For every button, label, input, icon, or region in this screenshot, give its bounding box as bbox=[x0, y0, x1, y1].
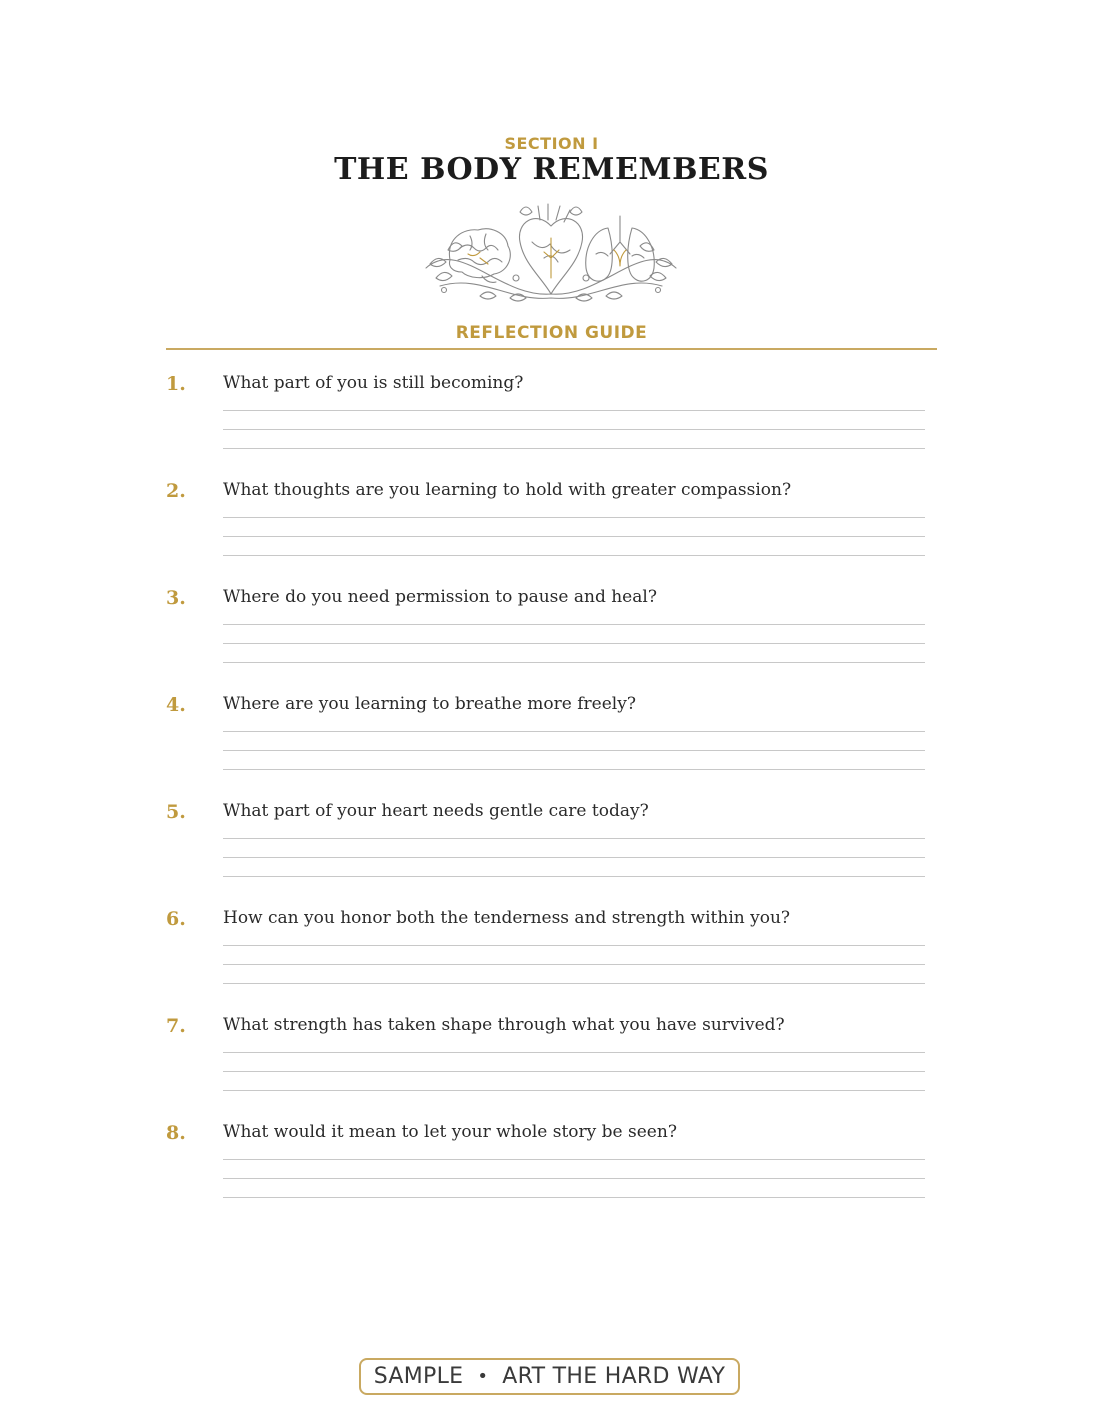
reflection-guide-heading: REFLECTION GUIDE bbox=[455, 323, 648, 343]
question-text: What part of your heart needs gentle care today? bbox=[223, 801, 649, 821]
answer-line[interactable] bbox=[223, 1090, 925, 1091]
answer-line[interactable] bbox=[223, 876, 925, 877]
answer-line[interactable] bbox=[223, 1159, 925, 1160]
answer-line[interactable] bbox=[223, 1178, 925, 1179]
answer-line[interactable] bbox=[223, 429, 925, 430]
question-item bbox=[166, 1012, 926, 1119]
question-text: How can you honor both the tenderness and strength within you? bbox=[223, 908, 791, 928]
question-number: 7. bbox=[166, 1015, 186, 1037]
anatomy-illustration-icon bbox=[420, 198, 682, 308]
question-text: Where are you learning to breathe more freely? bbox=[223, 694, 636, 714]
gold-divider bbox=[166, 348, 937, 350]
question-list bbox=[166, 370, 926, 1226]
question-number: 6. bbox=[166, 908, 186, 930]
question-text: What strength has taken shape through what you have survived? bbox=[223, 1015, 785, 1035]
question-number: 8. bbox=[166, 1122, 186, 1144]
answer-line[interactable] bbox=[223, 731, 925, 732]
section-label: SECTION I bbox=[504, 134, 599, 153]
answer-line[interactable] bbox=[223, 838, 925, 839]
footer-separator: • bbox=[477, 1366, 489, 1387]
question-item bbox=[166, 477, 926, 584]
answer-line[interactable] bbox=[223, 1071, 925, 1072]
answer-line[interactable] bbox=[223, 410, 925, 411]
answer-line[interactable] bbox=[223, 750, 925, 751]
answer-line[interactable] bbox=[223, 983, 925, 984]
answer-line[interactable] bbox=[223, 555, 925, 556]
answer-line[interactable] bbox=[223, 857, 925, 858]
question-number: 4. bbox=[166, 694, 186, 716]
footer-badge bbox=[359, 1358, 740, 1395]
answer-line[interactable] bbox=[223, 536, 925, 537]
question-item bbox=[166, 798, 926, 905]
question-number: 1. bbox=[166, 373, 186, 395]
question-text: What would it mean to let your whole story be seen? bbox=[223, 1122, 677, 1142]
question-item bbox=[166, 905, 926, 1012]
question-text: What part of you is still becoming? bbox=[223, 373, 524, 393]
question-text: Where do you need permission to pause and heal? bbox=[223, 587, 657, 607]
question-number: 5. bbox=[166, 801, 186, 823]
footer-brand-label: ART THE HARD WAY bbox=[502, 1364, 726, 1389]
page-title: THE BODY REMEMBERS bbox=[334, 152, 769, 187]
answer-line[interactable] bbox=[223, 517, 925, 518]
answer-line[interactable] bbox=[223, 769, 925, 770]
question-text: What thoughts are you learning to hold with greater compassion? bbox=[223, 480, 792, 500]
answer-line[interactable] bbox=[223, 643, 925, 644]
question-item bbox=[166, 691, 926, 798]
answer-line[interactable] bbox=[223, 945, 925, 946]
question-item bbox=[166, 1119, 926, 1226]
footer-sample-label: SAMPLE bbox=[373, 1364, 464, 1389]
answer-line[interactable] bbox=[223, 1197, 925, 1198]
answer-line[interactable] bbox=[223, 448, 925, 449]
answer-line[interactable] bbox=[223, 662, 925, 663]
question-number: 3. bbox=[166, 587, 186, 609]
question-number: 2. bbox=[166, 480, 186, 502]
answer-line[interactable] bbox=[223, 1052, 925, 1053]
answer-line[interactable] bbox=[223, 964, 925, 965]
answer-line[interactable] bbox=[223, 624, 925, 625]
question-item bbox=[166, 370, 926, 477]
question-item bbox=[166, 584, 926, 691]
